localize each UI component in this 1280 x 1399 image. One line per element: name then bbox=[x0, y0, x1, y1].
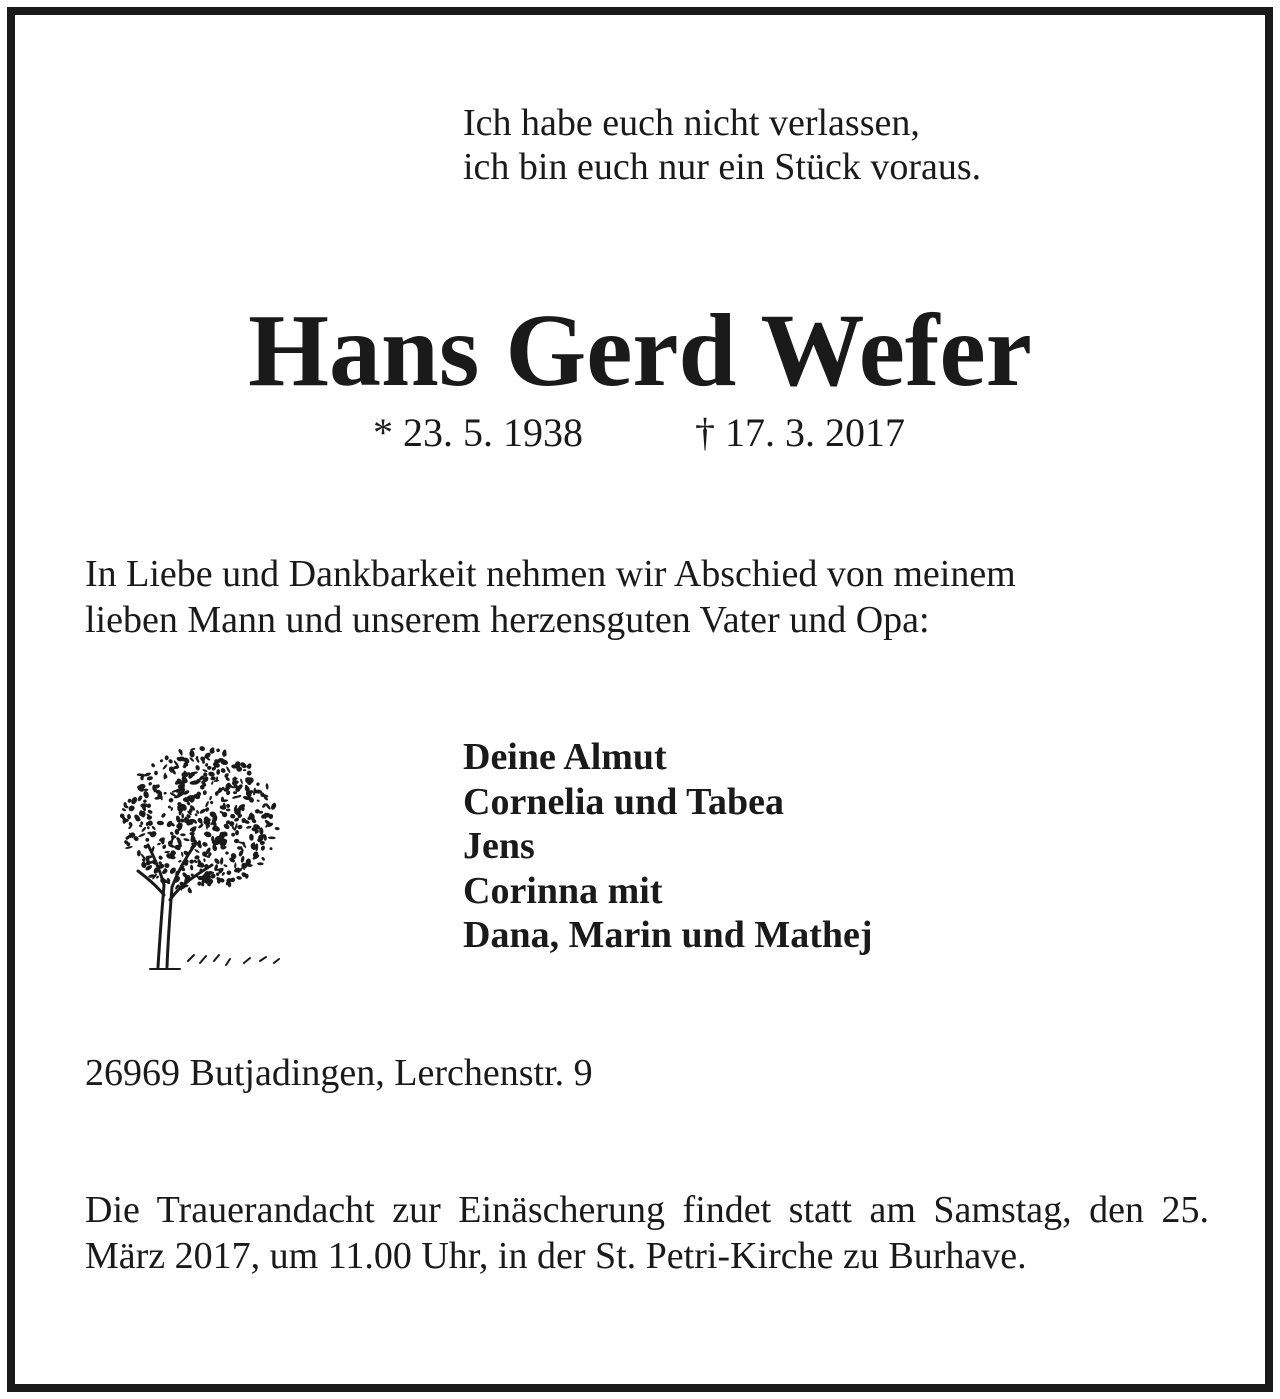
tree-leaf bbox=[127, 804, 135, 812]
tree-leaf bbox=[235, 830, 239, 836]
tree-leaf bbox=[187, 888, 193, 895]
tree-leaf bbox=[226, 870, 232, 876]
tree-leaf bbox=[231, 833, 235, 837]
tree-leaf bbox=[203, 858, 206, 862]
tree-leaf bbox=[163, 774, 168, 779]
tree-leaf bbox=[146, 803, 151, 809]
farewell-line-2: lieben Mann und unserem herzensguten Vater und Opa: bbox=[85, 599, 930, 641]
tree-leaf bbox=[222, 749, 227, 757]
tree-leaf bbox=[148, 781, 153, 786]
tree-leaf bbox=[234, 838, 240, 843]
farewell-line-1: In Liebe und Dankbarkeit nehmen wir Abschied von meinem bbox=[85, 553, 1016, 595]
tree-leaf bbox=[237, 824, 243, 829]
tree-leaf bbox=[147, 809, 153, 815]
mourner-line: Corinna mit bbox=[463, 869, 663, 912]
tree-leaf bbox=[243, 769, 247, 771]
mourner-line: Dana, Marin und Mathej bbox=[463, 914, 873, 956]
tree-leaf bbox=[270, 802, 277, 811]
tree-leaf bbox=[168, 797, 174, 803]
motto-line-2: ich bin euch nur ein Stück voraus. bbox=[463, 146, 982, 188]
tree-leaf bbox=[246, 825, 252, 829]
tree-leaf bbox=[180, 833, 186, 836]
mourner-line: Jens bbox=[463, 825, 535, 867]
mourner-line: Cornelia und Tabea bbox=[463, 780, 784, 823]
mourner-line: Deine Almut bbox=[463, 736, 667, 778]
tree-leaf bbox=[194, 849, 200, 854]
tree-leaf bbox=[195, 764, 201, 771]
tree-leaf bbox=[168, 758, 174, 764]
tree-leaf bbox=[146, 819, 154, 827]
tree-leaf bbox=[160, 812, 166, 818]
tree-leaf bbox=[230, 813, 236, 818]
tree-leaf bbox=[190, 865, 194, 871]
tree-leaf bbox=[162, 764, 168, 771]
tree-leaf bbox=[221, 769, 225, 772]
tree-leaf bbox=[165, 755, 169, 760]
motto-line-1: Ich habe euch nicht verlassen, bbox=[463, 102, 920, 144]
tree-leaf bbox=[127, 798, 132, 803]
tree-leaf bbox=[127, 814, 131, 820]
tree-leaf bbox=[146, 815, 152, 820]
tree-leaf bbox=[189, 750, 195, 758]
tree-leaf bbox=[220, 857, 224, 865]
tree-leaf bbox=[128, 821, 133, 827]
tree-leaf bbox=[211, 781, 214, 785]
tree-leaf bbox=[202, 790, 207, 795]
tree-leaf bbox=[181, 852, 184, 858]
tree-leaf bbox=[202, 841, 209, 847]
tree-leaf bbox=[137, 795, 143, 802]
tree-leaf bbox=[268, 836, 276, 839]
tree-leaf bbox=[125, 846, 133, 850]
tree-leaf bbox=[240, 856, 245, 864]
tree-leaf bbox=[121, 808, 126, 812]
motto bbox=[463, 101, 981, 189]
tree-leaf bbox=[216, 769, 220, 775]
tree-leaf bbox=[161, 844, 166, 850]
tree-leaf bbox=[147, 826, 150, 829]
farewell-text bbox=[85, 551, 1016, 643]
tree-leaf bbox=[151, 825, 156, 830]
tree-leaf bbox=[225, 766, 231, 774]
tree-leaf bbox=[158, 855, 164, 861]
tree-leaf bbox=[208, 771, 216, 777]
tree-leaf bbox=[137, 773, 143, 776]
tree-leaf bbox=[236, 876, 242, 881]
tree-leaf bbox=[240, 778, 244, 784]
tree-leaf bbox=[275, 827, 280, 831]
death-date: † 17. 3. 2017 bbox=[695, 410, 905, 455]
tree-leaf bbox=[157, 842, 161, 845]
tree-leaf bbox=[255, 843, 258, 851]
tree-leaf bbox=[210, 776, 216, 781]
tree-leaf bbox=[213, 857, 220, 865]
family-address: 26969 Butjadingen, Lerchenstr. 9 bbox=[85, 1052, 593, 1094]
tree-leaf bbox=[142, 799, 147, 804]
tree-leaf bbox=[223, 864, 228, 868]
birth-date: * 23. 5. 1938 bbox=[373, 410, 583, 455]
tree-leaf bbox=[199, 745, 206, 752]
tree-leaf bbox=[141, 826, 147, 832]
tree-leaf bbox=[140, 803, 148, 808]
tree-leaf bbox=[178, 860, 182, 863]
tree-leaf bbox=[225, 851, 229, 855]
tree-leaf bbox=[145, 838, 149, 842]
service-announcement: Die Trauerandacht zur Einäscherung findet statt am Samstag, den 25. März 2017, um 11.00 Uhr, in der St. Petri-Kirche zu Burhave. bbox=[85, 1189, 1209, 1277]
tree-leaf bbox=[260, 845, 266, 851]
tree-leaf bbox=[164, 863, 170, 869]
tree-leaf bbox=[164, 850, 170, 853]
tree-icon bbox=[120, 735, 300, 975]
tree-leaf bbox=[234, 862, 237, 868]
tree-leaf bbox=[226, 803, 231, 808]
tree-leaf bbox=[247, 770, 252, 776]
tree-leaf bbox=[199, 808, 206, 815]
obituary-frame bbox=[7, 7, 1273, 1392]
tree-leaf bbox=[151, 763, 156, 768]
tree-leaf bbox=[159, 759, 163, 763]
tree-leaf bbox=[226, 808, 230, 811]
tree-leaf bbox=[183, 838, 190, 842]
tree-leaf bbox=[261, 856, 266, 861]
tree-leaf bbox=[189, 859, 194, 863]
tree-leaf bbox=[256, 782, 261, 787]
tree-leaf bbox=[265, 783, 268, 790]
tree-leaf bbox=[257, 862, 264, 865]
tree-leaf bbox=[197, 881, 202, 886]
tree-leaf bbox=[205, 801, 210, 808]
tree-leaf bbox=[256, 799, 260, 802]
tree-leaf bbox=[143, 790, 150, 799]
tree-leaf bbox=[140, 821, 143, 825]
tree-leaf bbox=[146, 776, 153, 781]
tree-leaf bbox=[138, 833, 146, 838]
tree-leaf bbox=[189, 757, 195, 763]
mourners-list bbox=[463, 735, 873, 958]
tree-leaf bbox=[197, 823, 204, 829]
deceased-name: Hans Gerd Wefer bbox=[248, 293, 1032, 408]
tree-leaf bbox=[157, 821, 164, 826]
tree-leaf bbox=[163, 792, 167, 795]
tree-leaf bbox=[209, 796, 213, 801]
tree-leaf bbox=[202, 769, 208, 773]
tree-leaf bbox=[216, 748, 220, 752]
tree-leaf bbox=[190, 747, 196, 751]
tree-leaf bbox=[154, 771, 158, 776]
tree-leaf bbox=[269, 847, 273, 851]
tree-leaf bbox=[137, 850, 141, 856]
tree-leaf bbox=[209, 800, 213, 804]
tree-leaf bbox=[175, 815, 181, 823]
tree-leaf bbox=[181, 813, 184, 819]
